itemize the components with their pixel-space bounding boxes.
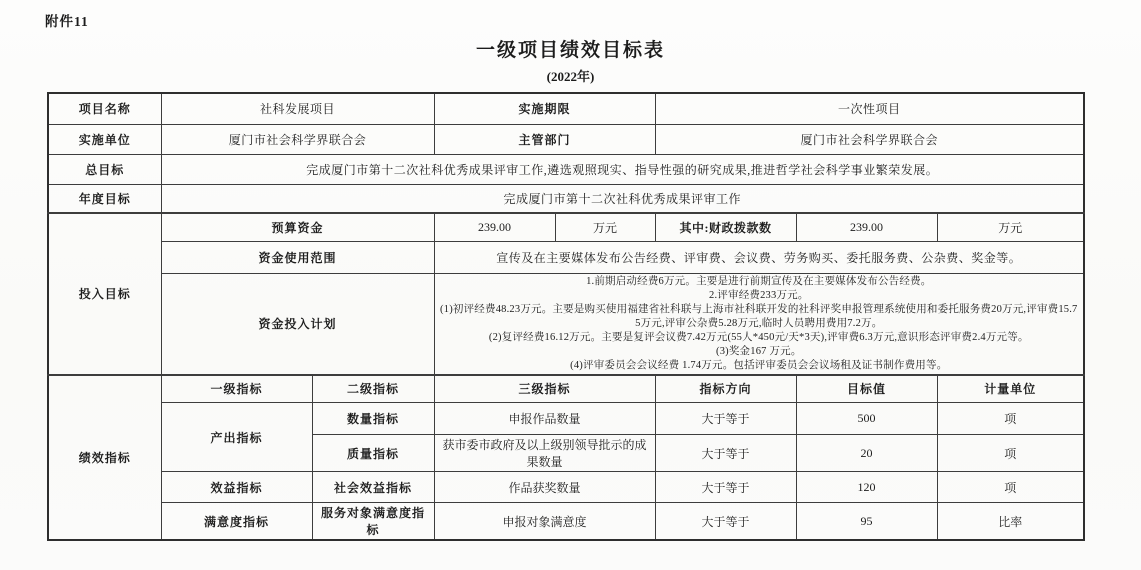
table-row [48, 184, 1084, 213]
project-name-label: 项目名称 [48, 93, 161, 124]
investment-plan-line: 2.评审经费233万元。 [709, 289, 809, 301]
indicator-level1: 产出指标 [161, 403, 312, 472]
indicator-level1: 效益指标 [161, 472, 312, 503]
attachment-label: 附件11 [45, 14, 89, 29]
input-goal-label: 投入目标 [48, 213, 161, 375]
indicator-level2: 质量指标 [312, 435, 434, 472]
indicator-level3: 申报对象满意度 [434, 503, 655, 541]
department-label: 主管部门 [434, 124, 655, 154]
table-row [48, 241, 1084, 273]
header-unit: 计量单位 [937, 375, 1084, 403]
investment-plan-line: (1)初评经费48.23万元。主要是购买使用福建省社科联与上海市社科联开发的社科评奖申报管理系统使用和委托服务费20万元,评审费15.75万元,评审公杂费5.28万元,临时人员聘用费用7.2万。 [440, 303, 1078, 329]
indicator-target: 20 [796, 435, 937, 472]
table-row [48, 273, 1084, 375]
investment-plan-label: 资金投入计划 [161, 273, 434, 375]
table-row [48, 124, 1084, 154]
indicator-level2: 服务对象满意度指标 [312, 503, 434, 541]
indicator-direction: 大于等于 [655, 403, 796, 435]
period-label: 实施期限 [434, 93, 655, 124]
usage-scope-value: 宣传及在主要媒体发布公告经费、评审费、会议费、劳务购买、委托服务费、公杂费、奖金等。 [434, 241, 1084, 273]
budget-funds-label: 预算资金 [161, 213, 434, 241]
unit-value: 厦门市社会科学界联合会 [161, 124, 434, 154]
indicator-level3: 作品获奖数量 [434, 472, 655, 503]
budget-unit: 万元 [555, 213, 655, 241]
investment-plan-line: (3)奖金167 万元。 [716, 345, 802, 357]
indicator-header-row [48, 375, 1084, 403]
indicator-direction: 大于等于 [655, 503, 796, 541]
indicator-row [48, 503, 1084, 541]
performance-indicator-label: 绩效指标 [48, 375, 161, 541]
page-title: 一级项目绩效目标表 [475, 40, 665, 61]
indicator-level2: 数量指标 [312, 403, 434, 435]
investment-plan-line: (2)复评经费16.12万元。主要是复评会议费7.42万元(55人*450元/天*3天),评审费6.3万元,意识形态评审费2.4万元等。 [488, 331, 1029, 343]
indicator-target: 95 [796, 503, 937, 541]
usage-scope-label: 资金使用范围 [161, 241, 434, 273]
budget-amount: 239.00 [434, 213, 555, 241]
header-target: 目标值 [796, 375, 937, 403]
investment-plan-line: 1.前期启动经费6万元。主要是进行前期宣传及在主要媒体发布公告经费。 [586, 275, 932, 287]
indicator-level3: 申报作品数量 [434, 403, 655, 435]
indicator-target: 500 [796, 403, 937, 435]
fiscal-appropriation-amount: 239.00 [796, 213, 937, 241]
unit-label: 实施单位 [48, 124, 161, 154]
indicator-unit: 比率 [937, 503, 1084, 541]
indicator-unit: 项 [937, 403, 1084, 435]
overall-goal-value: 完成厦门市第十二次社科优秀成果评审工作,遴选观照现实、指导性强的研究成果,推进哲学社会科学事业繁荣发展。 [161, 154, 1084, 184]
indicator-unit: 项 [937, 435, 1084, 472]
fiscal-appropriation-unit: 万元 [937, 213, 1084, 241]
indicator-level2: 社会效益指标 [312, 472, 434, 503]
investment-plan-value [434, 273, 1084, 375]
header-level1: 一级指标 [161, 375, 312, 403]
table-row [48, 93, 1084, 124]
header-level2: 二级指标 [312, 375, 434, 403]
header-level3: 三级指标 [434, 375, 655, 403]
project-name-value: 社科发展项目 [161, 93, 434, 124]
indicator-level3: 获市委市政府及以上级别领导批示的成果数量 [434, 435, 655, 472]
page-subtitle: (2022年) [546, 69, 595, 84]
indicator-unit: 项 [937, 472, 1084, 503]
period-value: 一次性项目 [655, 93, 1084, 124]
performance-target-table [47, 92, 1085, 541]
indicator-level1: 满意度指标 [161, 503, 312, 541]
investment-plan-line: (4)评审委员会会议经费 1.74万元。包括评审委员会会议场租及证书制作费用等。 [570, 359, 948, 371]
table-row [48, 154, 1084, 184]
department-value: 厦门市社会科学界联合会 [655, 124, 1084, 154]
fiscal-appropriation-label: 其中:财政拨款数 [655, 213, 796, 241]
annual-goal-label: 年度目标 [48, 184, 161, 213]
overall-goal-label: 总目标 [48, 154, 161, 184]
header-direction: 指标方向 [655, 375, 796, 403]
indicator-row [48, 403, 1084, 435]
indicator-direction: 大于等于 [655, 435, 796, 472]
indicator-row [48, 472, 1084, 503]
annual-goal-value: 完成厦门市第十二次社科优秀成果评审工作 [161, 184, 1084, 213]
indicator-direction: 大于等于 [655, 472, 796, 503]
table-row [48, 213, 1084, 241]
indicator-target: 120 [796, 472, 937, 503]
